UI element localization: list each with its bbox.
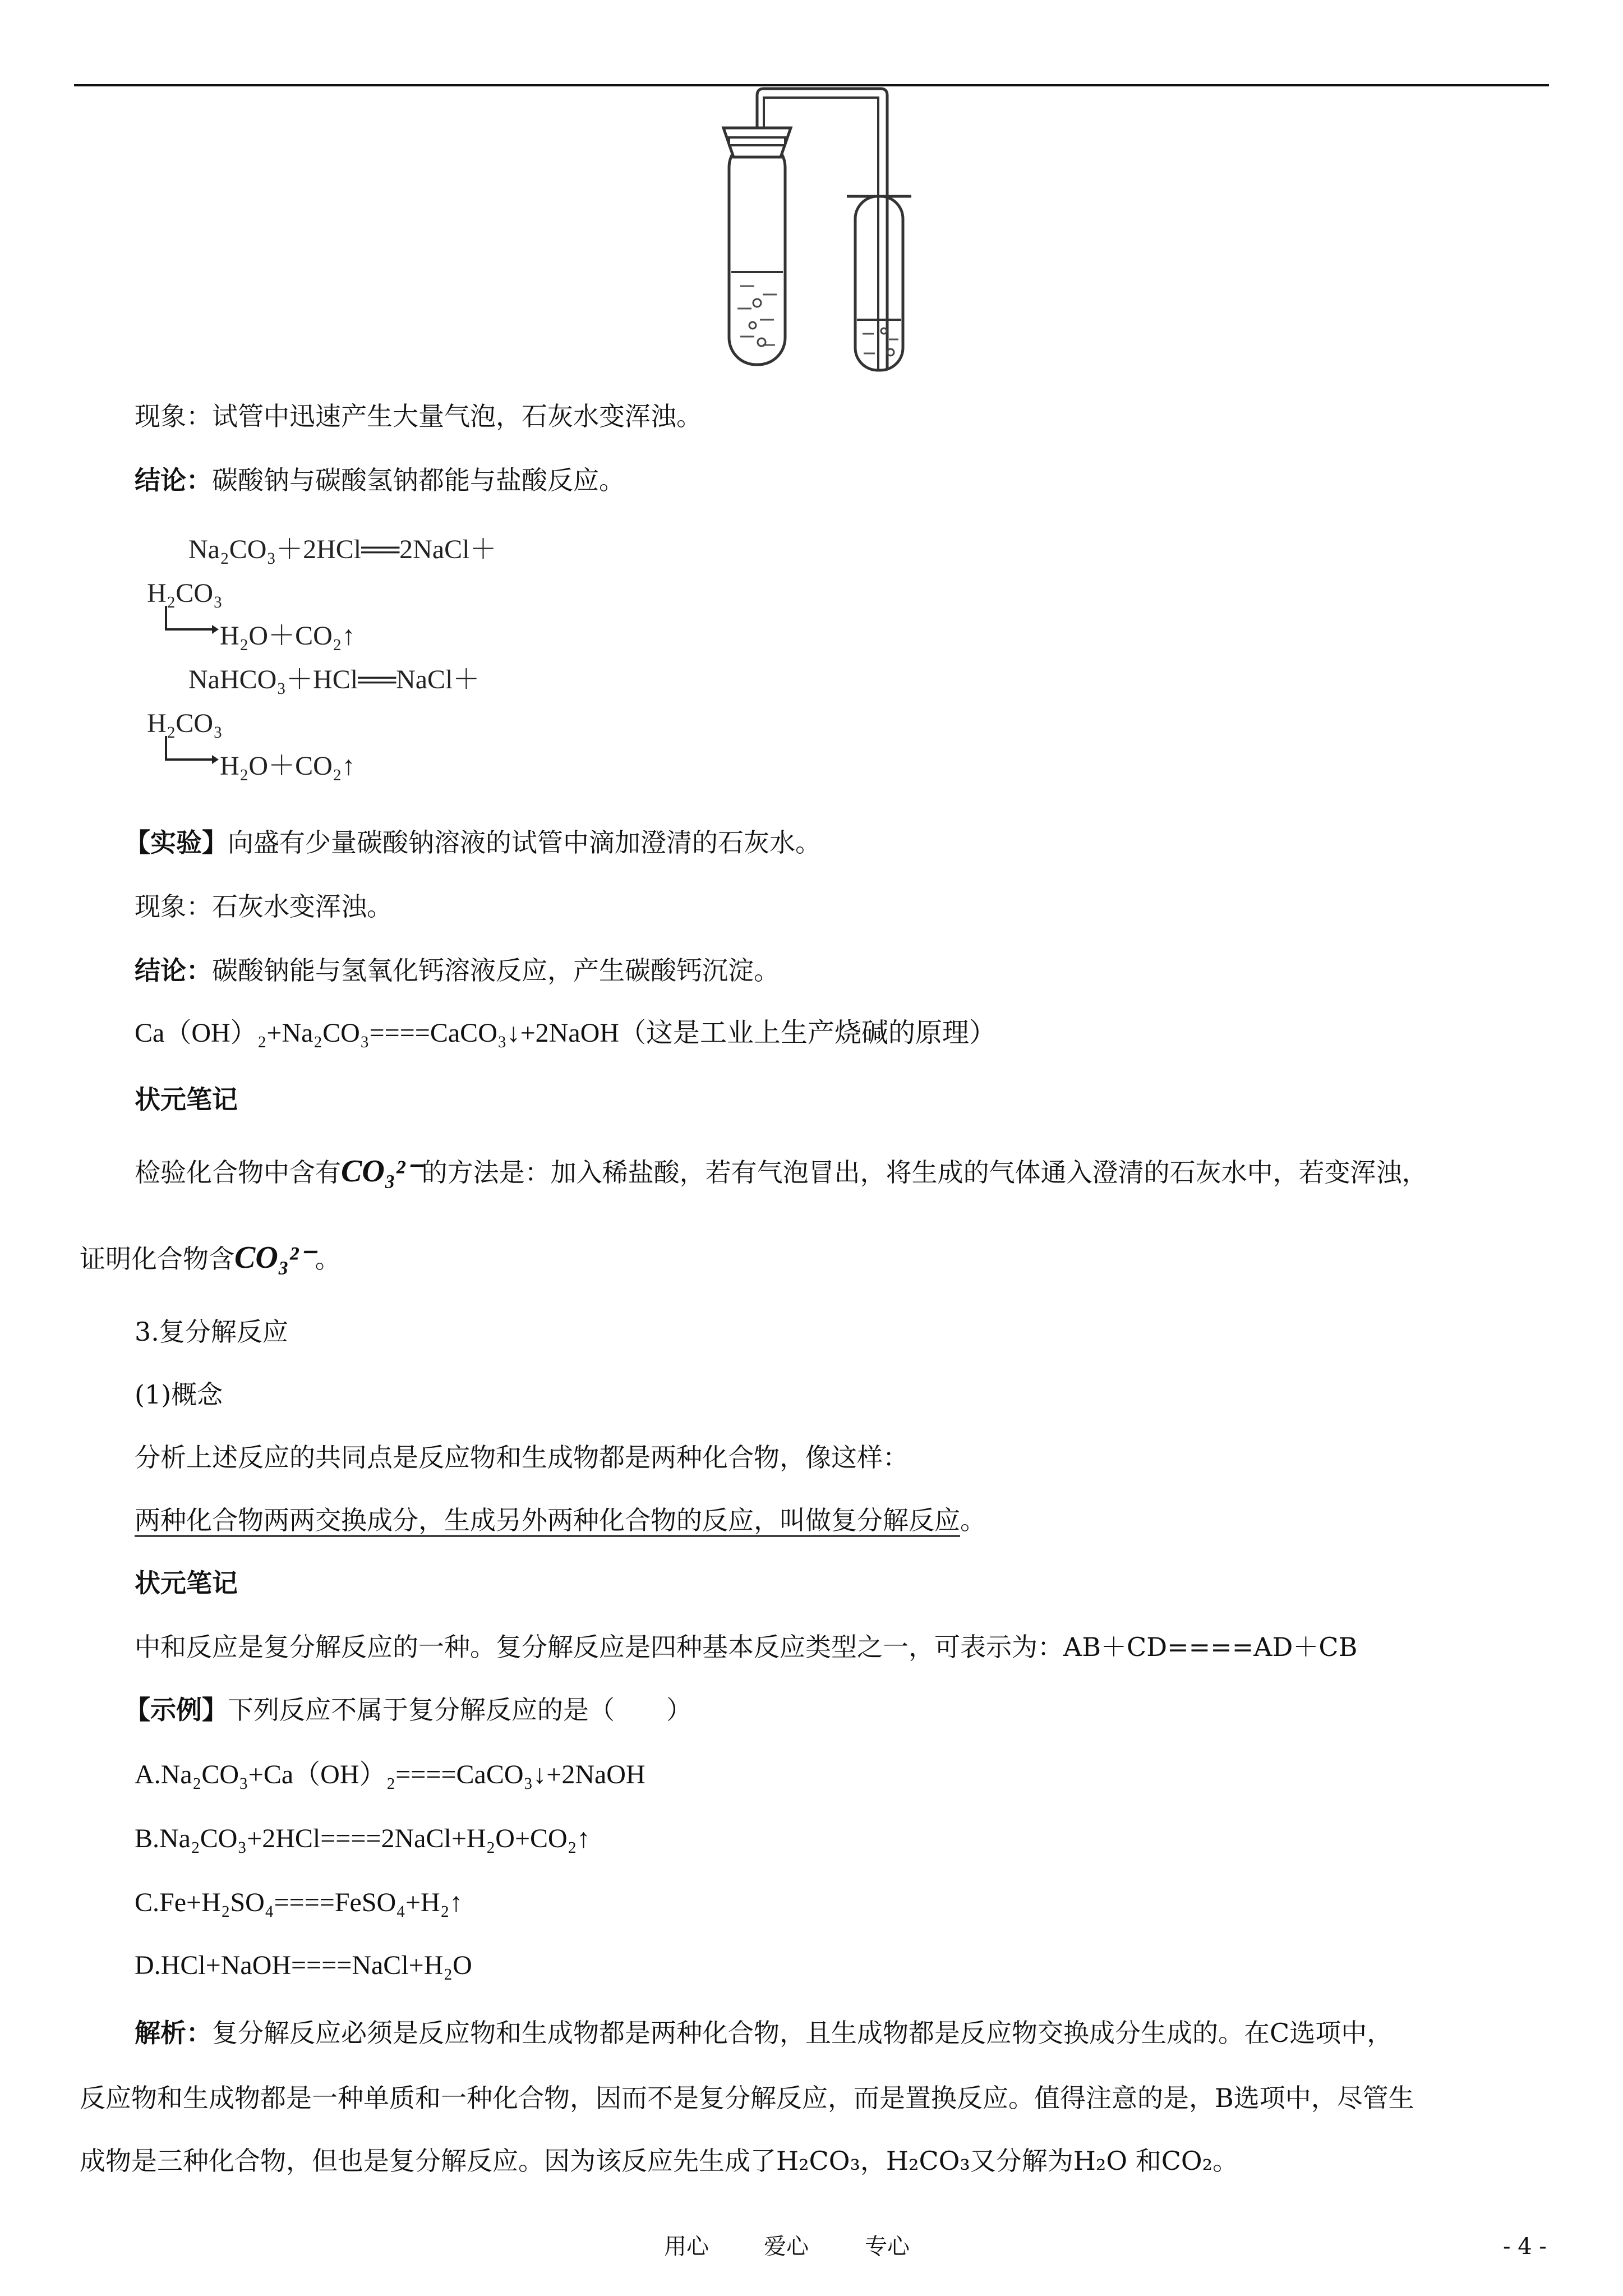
footer-right: 专心 [865,2234,910,2260]
eq1-line1: Na₂CO₃＋2HCl══2NaCl＋ [188,535,497,564]
conclusion-2-text: 碳酸钠能与氢氧化钙溶液反应，产生碳酸钙沉淀。 [212,955,780,986]
note-heading-1: 状元笔记 [135,1084,238,1115]
example-text: 下列反应不属于复分解反应的是（ ） [228,1695,692,1725]
option-c: C.Fe+H₂SO₄====FeSO₄+H₂↑ [135,1888,463,1917]
footer-middle: 爱心 [764,2234,809,2260]
eq2-line3: H₂O＋CO₂↑ [220,751,356,781]
conclusion-1-text: 碳酸钠与碳酸氢钠都能与盐酸反应。 [212,465,625,495]
eq2-line1: NaHCO₃＋HCl══NaCl＋ [188,665,480,694]
section-3-title: 3.复分解反应 [135,1317,288,1347]
experiment-label: 【实验】 [125,827,228,858]
example [125,1693,692,1727]
concept-definition-underlined: 两种化合物两两交换成分，生成另外两种化合物的反应，叫做复分解反应 [135,1505,960,1535]
option-d: D.HCl+NaOH====NaCl+H₂O [135,1950,472,1980]
note-1-part-3: 证明化合物含 [80,1244,234,1274]
eq1-line3: H₂O＋CO₂↑ [220,621,356,651]
conclusion-2-label: 结论： [135,955,212,986]
analysis-text-1: 复分解反应必须是反应物和生成物都是两种化合物，且生成物都是反应物交换成分生成的。在C选项中， [212,2018,1393,2048]
analysis-line-2: 反应物和生成物都是一种单质和一种化合物，因而不是复分解反应，而是置换反应。值得注意的是，B选项中，尽管生 [80,2083,1414,2113]
conclusion-1 [135,463,625,497]
page-number: - 4 - [1503,2234,1547,2260]
conclusion-2 [135,954,780,987]
note-1-part-4: 。 [315,1244,341,1274]
note-heading-2: 状元笔记 [135,1568,238,1598]
option-b: B.Na₂CO₃+2HCl====2NaCl+H₂O+CO₂↑ [135,1824,591,1853]
footer-left: 用心 [664,2234,709,2260]
example-label: 【示例】 [125,1695,228,1725]
analysis-line-3: 成物是三种化合物，但也是复分解反应。因为该反应先生成了H₂CO₃，H₂CO₃又分解为H₂O 和CO₂。 [80,2146,1239,2176]
note-1-part-1: 检验化合物中含有 [135,1157,341,1188]
eq2-decompose-arrow-icon [163,736,219,775]
experiment-text: 向盛有少量碳酸钠溶液的试管中滴加澄清的石灰水。 [228,827,821,858]
concept-label: (1)概念 [135,1379,223,1410]
option-a: A.Na₂CO₃+Ca（OH）₂====CaCO₃↓+2NaOH [135,1760,645,1789]
note-1-line-1 [135,1154,1428,1189]
calcium-hydroxide-equation: Ca（OH）₂+Na₂CO₃====CaCO₃↓+2NaOH（这是工业上生产烧碱的原理） [135,1018,996,1048]
eq2-line2: H₂CO₃ [147,708,223,738]
phenomenon-1: 现象：试管中迅速产生大量气泡，石灰水变浑浊。 [135,401,702,431]
concept-definition [135,1503,986,1537]
experiment [125,826,821,859]
concept-intro: 分析上述反应的共同点是反应物和生成物都是两种化合物，像这样： [135,1442,909,1473]
eq1-line2: H₂CO₃ [147,578,223,608]
test-tube-apparatus-figure [712,84,937,387]
analysis-label: 解析： [135,2018,212,2048]
note-2-text: 中和反应是复分解反应的一种。复分解反应是四种基本反应类型之一，可表示为：AB＋CD====AD＋CB [135,1632,1358,1662]
analysis-line-1 [135,2016,1393,2050]
note-1-line-2 [80,1241,341,1276]
conclusion-1-label: 结论： [135,465,212,495]
carbonate-ion-formula: CO₃²⁻ [341,1154,422,1189]
carbonate-ion-formula-2: CO₃²⁻ [234,1240,315,1275]
note-1-part-2: 的方法是：加入稀盐酸，若有气泡冒出，将生成的气体通入澄清的石灰水中，若变浑浊， [421,1157,1428,1188]
eq1-decompose-arrow-icon [163,606,219,645]
concept-definition-end: 。 [960,1505,986,1535]
phenomenon-2: 现象：石灰水变浑浊。 [135,891,393,922]
